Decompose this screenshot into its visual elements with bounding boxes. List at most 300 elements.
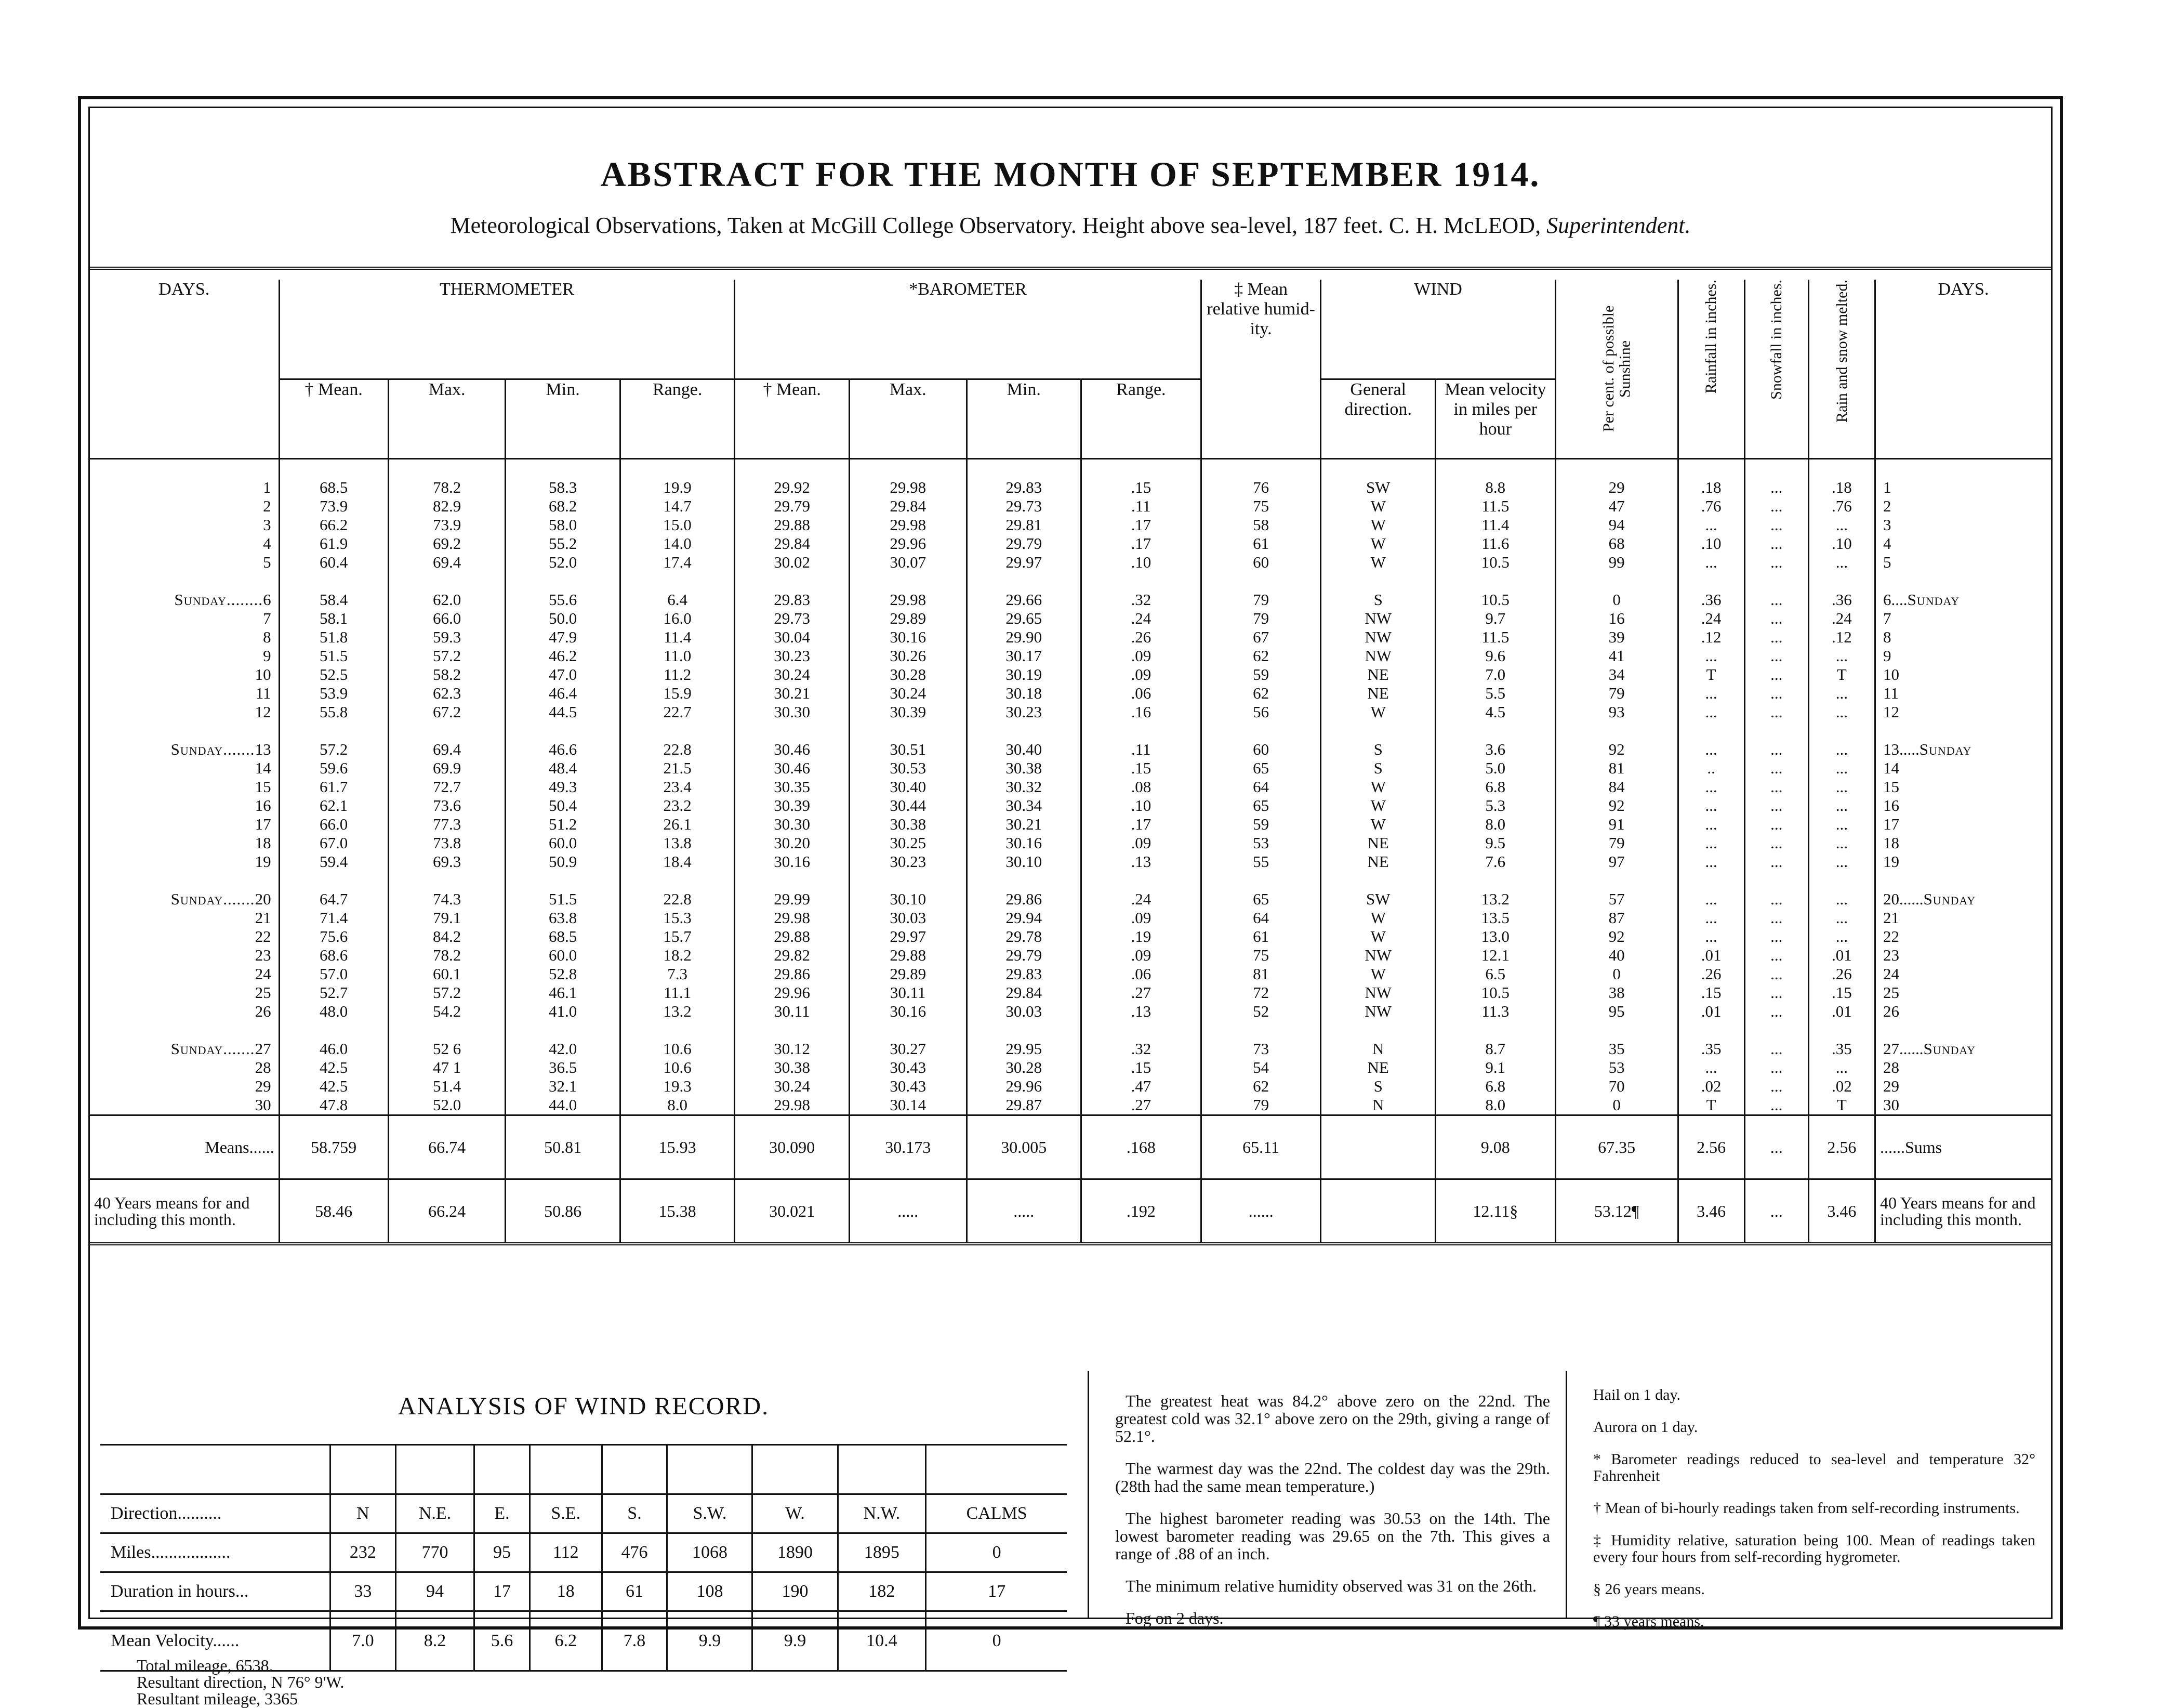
cell: 23.4 xyxy=(620,778,735,796)
wind-cell: 770 xyxy=(395,1533,474,1572)
rain-snow-header xyxy=(1808,280,1875,459)
wind-cell: 7.8 xyxy=(602,1611,667,1671)
cell: 29.78 xyxy=(967,927,1081,946)
cell: 30.03 xyxy=(849,909,967,927)
cell: 30.35 xyxy=(735,778,849,796)
cell: 56 xyxy=(1201,703,1321,721)
footnotes-column xyxy=(1566,1371,2051,1630)
day-right-cell xyxy=(1875,497,2051,516)
cell: ... xyxy=(1678,796,1744,815)
cell: .35 xyxy=(1808,1021,1875,1058)
cell: .08 xyxy=(1081,778,1201,796)
cell: .10 xyxy=(1081,553,1201,572)
cell: 59 xyxy=(1201,665,1321,684)
cell: .24 xyxy=(1081,609,1201,628)
cell: NE xyxy=(1321,834,1435,852)
cell: 30.24 xyxy=(849,684,967,703)
cell: 8.7 xyxy=(1435,1021,1555,1058)
bottom-section xyxy=(90,1371,2051,1708)
wind-cell: 5.6 xyxy=(474,1611,530,1671)
means-label: Means...... xyxy=(90,1115,279,1179)
cell: ... xyxy=(1808,647,1875,665)
cell: ... xyxy=(1808,516,1875,534)
cell: 30.23 xyxy=(849,852,967,871)
cell: 30.46 xyxy=(735,721,849,759)
cell: 13.0 xyxy=(1435,927,1555,946)
cell: 67.2 xyxy=(388,703,506,721)
cell: .76 xyxy=(1808,497,1875,516)
forty-year-cell: 53.12¶ xyxy=(1555,1179,1678,1244)
cell: 30.39 xyxy=(849,703,967,721)
forty-year-cell: 3.46 xyxy=(1808,1179,1875,1244)
day-cell xyxy=(90,703,279,721)
day-right-cell xyxy=(1875,628,2051,647)
day-number-right: 13..... xyxy=(1883,740,1920,758)
cell: 30.16 xyxy=(967,834,1081,852)
sunday-label-right: Sunday xyxy=(1923,890,1976,908)
cell: ... xyxy=(1678,871,1744,909)
day-right-cell xyxy=(1875,684,2051,703)
cell: 11.2 xyxy=(620,665,735,684)
cell: 42.5 xyxy=(279,1077,388,1096)
cell: 57.2 xyxy=(388,647,506,665)
day-cell xyxy=(90,778,279,796)
cell: ... xyxy=(1744,1096,1808,1115)
day-cell xyxy=(90,684,279,703)
forty-year-cell: .192 xyxy=(1081,1179,1201,1244)
cell: .12 xyxy=(1808,628,1875,647)
cell: 19.9 xyxy=(620,459,735,497)
day-number: 6 xyxy=(263,590,271,609)
cell: 48.4 xyxy=(506,759,620,778)
cell: 69.2 xyxy=(388,534,506,553)
cell: ... xyxy=(1744,647,1808,665)
table-row xyxy=(90,1058,2051,1077)
cell: ... xyxy=(1808,778,1875,796)
cell: W xyxy=(1321,703,1435,721)
cell: 30.10 xyxy=(967,852,1081,871)
cell: 68.2 xyxy=(506,497,620,516)
cell: .36 xyxy=(1808,572,1875,609)
wind-cell: N.E. xyxy=(395,1494,474,1533)
cell: W xyxy=(1321,927,1435,946)
day-number-right: 3 xyxy=(1883,516,1891,534)
day-number: 11 xyxy=(255,684,271,702)
cell: 10.6 xyxy=(620,1058,735,1077)
cell: .15 xyxy=(1678,983,1744,1002)
cell: 22.7 xyxy=(620,703,735,721)
day-right-cell xyxy=(1875,909,2051,927)
day-number: 12 xyxy=(255,703,271,721)
cell: 46.0 xyxy=(279,1021,388,1058)
wind-data-row xyxy=(100,1572,1067,1611)
day-cell xyxy=(90,815,279,834)
cell: 11.0 xyxy=(620,647,735,665)
cell: 30.10 xyxy=(849,871,967,909)
cell: ... xyxy=(1678,703,1744,721)
cell: 67 xyxy=(1201,628,1321,647)
cell: .17 xyxy=(1081,516,1201,534)
cell: 9.6 xyxy=(1435,647,1555,665)
wind-data-row xyxy=(100,1533,1067,1572)
day-number-right: 10 xyxy=(1883,665,1899,684)
cell: 29.66 xyxy=(967,572,1081,609)
wind-cell: 0 xyxy=(926,1611,1067,1671)
cell: 15.7 xyxy=(620,927,735,946)
cell: ... xyxy=(1808,703,1875,721)
wind-blank-cell xyxy=(926,1445,1067,1494)
cell: 10.5 xyxy=(1435,572,1555,609)
wind-cell: N.W. xyxy=(838,1494,926,1533)
cell: 29.73 xyxy=(967,497,1081,516)
cell: 11.6 xyxy=(1435,534,1555,553)
baro-min-header: Min. xyxy=(967,379,1081,459)
day-number-right: 21 xyxy=(1883,909,1899,927)
cell: 60.1 xyxy=(388,965,506,983)
cell: 93 xyxy=(1555,703,1678,721)
cell: 42.5 xyxy=(279,1058,388,1077)
day-cell xyxy=(90,628,279,647)
cell: 3.6 xyxy=(1435,721,1555,759)
sums-label: ......Sums xyxy=(1875,1115,2051,1179)
cell: 30.26 xyxy=(849,647,967,665)
cell: 30.40 xyxy=(849,778,967,796)
cell: 59.3 xyxy=(388,628,506,647)
cell: .18 xyxy=(1808,459,1875,497)
cell: 62 xyxy=(1201,1077,1321,1096)
cell: .06 xyxy=(1081,684,1201,703)
cell: ... xyxy=(1744,1002,1808,1021)
day-cell xyxy=(90,983,279,1002)
cell: .11 xyxy=(1081,497,1201,516)
cell: .09 xyxy=(1081,834,1201,852)
footnote: * Barometer readings reduced to sea-level and temperature 32° Fahrenheit xyxy=(1593,1451,2035,1484)
cell: .24 xyxy=(1808,609,1875,628)
cell: .26 xyxy=(1081,628,1201,647)
cell: .15 xyxy=(1081,1058,1201,1077)
wind-cell: 1068 xyxy=(667,1533,752,1572)
cell: 30.43 xyxy=(849,1077,967,1096)
cell: .09 xyxy=(1081,946,1201,965)
wind-cell: 33 xyxy=(330,1572,396,1611)
thermo-range-header: Range. xyxy=(620,379,735,459)
cell: 47.8 xyxy=(279,1096,388,1115)
wind-analysis-title: ANALYSIS OF WIND RECORD. xyxy=(398,1392,770,1420)
rainfall-header-text: Rainfall in inches. xyxy=(1702,280,1720,394)
cell: 30.21 xyxy=(967,815,1081,834)
wind-cell: 1895 xyxy=(838,1533,926,1572)
cell: 53.9 xyxy=(279,684,388,703)
cell: ... xyxy=(1808,852,1875,871)
cell: 59 xyxy=(1201,815,1321,834)
cell: ... xyxy=(1808,871,1875,909)
day-number-right: 6.... xyxy=(1883,590,1908,609)
cell: 8.8 xyxy=(1435,459,1555,497)
cell: 6.8 xyxy=(1435,1077,1555,1096)
day-cell xyxy=(90,909,279,927)
baro-range-header: Range. xyxy=(1081,379,1201,459)
cell: 40 xyxy=(1555,946,1678,965)
day-number-right: 19 xyxy=(1883,852,1899,871)
table-row xyxy=(90,834,2051,852)
cell: ... xyxy=(1678,778,1744,796)
sunshine-header xyxy=(1555,280,1678,459)
cell: 14.7 xyxy=(620,497,735,516)
cell: 30.38 xyxy=(735,1058,849,1077)
wind-cell: 182 xyxy=(838,1572,926,1611)
cell: 79 xyxy=(1201,572,1321,609)
wind-cell: 112 xyxy=(530,1533,602,1572)
cell: 78.2 xyxy=(388,946,506,965)
day-number: 2 xyxy=(263,497,271,515)
wind-direction-header: General direction. xyxy=(1321,379,1435,459)
cell: 30.19 xyxy=(967,665,1081,684)
cell: .47 xyxy=(1081,1077,1201,1096)
cell: 29.84 xyxy=(849,497,967,516)
day-cell xyxy=(90,721,279,759)
cell: 62.0 xyxy=(388,572,506,609)
forty-year-cell: 66.24 xyxy=(388,1179,506,1244)
cell: 97 xyxy=(1555,852,1678,871)
cell: 16 xyxy=(1555,609,1678,628)
cell: 11.5 xyxy=(1435,628,1555,647)
day-number: 29 xyxy=(255,1077,271,1095)
table-row xyxy=(90,516,2051,534)
cell: 23.2 xyxy=(620,796,735,815)
cell: ... xyxy=(1678,834,1744,852)
cell: 75.6 xyxy=(279,927,388,946)
cell: .24 xyxy=(1678,609,1744,628)
cell: 46.2 xyxy=(506,647,620,665)
cell: 34 xyxy=(1555,665,1678,684)
cell: NW xyxy=(1321,647,1435,665)
cell: 79 xyxy=(1555,684,1678,703)
forty-year-cell: 30.021 xyxy=(735,1179,849,1244)
cell: 67.0 xyxy=(279,834,388,852)
day-right-cell xyxy=(1875,871,2051,909)
day-number-right: 1 xyxy=(1883,478,1891,496)
day-right-cell xyxy=(1875,665,2051,684)
wind-velocity-header: Mean velocity in miles per hour xyxy=(1435,379,1555,459)
cell: .32 xyxy=(1081,1021,1201,1058)
cell: 30.40 xyxy=(967,721,1081,759)
day-number-right: 14 xyxy=(1883,759,1899,777)
table-row xyxy=(90,871,2051,909)
cell: ... xyxy=(1678,1058,1744,1077)
cell: 61.9 xyxy=(279,534,388,553)
cell: 95 xyxy=(1555,1002,1678,1021)
cell: 51.2 xyxy=(506,815,620,834)
cell: 68 xyxy=(1555,534,1678,553)
cell: 21.5 xyxy=(620,759,735,778)
cell: 29.86 xyxy=(735,965,849,983)
wind-row-label: Duration in hours... xyxy=(111,1582,249,1601)
day-cell xyxy=(90,965,279,983)
cell: 0 xyxy=(1555,572,1678,609)
cell: S xyxy=(1321,1077,1435,1096)
cell: 66.2 xyxy=(279,516,388,534)
cell: .27 xyxy=(1081,1096,1201,1115)
cell: 36.5 xyxy=(506,1058,620,1077)
cell: NW xyxy=(1321,946,1435,965)
cell: W xyxy=(1321,965,1435,983)
cell: 14.0 xyxy=(620,534,735,553)
cell: 29.73 xyxy=(735,609,849,628)
table-row xyxy=(90,534,2051,553)
cell: 58 xyxy=(1201,516,1321,534)
day-right-cell xyxy=(1875,553,2051,572)
table-row xyxy=(90,553,2051,572)
cell: 29.98 xyxy=(735,1096,849,1115)
cell: .13 xyxy=(1081,852,1201,871)
day-right-cell xyxy=(1875,946,2051,965)
cell: 51.8 xyxy=(279,628,388,647)
cell: W xyxy=(1321,778,1435,796)
cell: 57.2 xyxy=(388,983,506,1002)
cell: .10 xyxy=(1808,534,1875,553)
cell: 29.99 xyxy=(735,871,849,909)
cell: ... xyxy=(1744,516,1808,534)
day-number: 28 xyxy=(255,1058,271,1076)
cell: 10.6 xyxy=(620,1021,735,1058)
cell: 44.5 xyxy=(506,703,620,721)
day-right-cell xyxy=(1875,759,2051,778)
summary-rows xyxy=(90,1115,2051,1244)
day-number: 27 xyxy=(255,1040,271,1058)
footnote: § 26 years means. xyxy=(1593,1581,1705,1598)
cell: 30.16 xyxy=(849,1002,967,1021)
sunday-label: Sunday....... xyxy=(170,740,255,758)
cell: NE xyxy=(1321,852,1435,871)
day-number-right: 11 xyxy=(1883,684,1899,702)
table-row xyxy=(90,703,2051,721)
cell: 22.8 xyxy=(620,871,735,909)
wind-total-line: Resultant mileage, 3365 xyxy=(137,1689,298,1708)
page-title: ABSTRACT FOR THE MONTH OF SEPTEMBER 1914. xyxy=(600,154,1541,194)
cell: .24 xyxy=(1081,871,1201,909)
cell: 9.1 xyxy=(1435,1058,1555,1077)
day-right-cell xyxy=(1875,609,2051,628)
wind-direction-row xyxy=(100,1494,1067,1533)
day-right-cell xyxy=(1875,983,2051,1002)
cell: ... xyxy=(1744,946,1808,965)
wind-cell: E. xyxy=(474,1494,530,1533)
cell: 13.8 xyxy=(620,834,735,852)
page-subtitle xyxy=(90,212,2051,239)
day-number-right: 28 xyxy=(1883,1058,1899,1076)
cell: 65 xyxy=(1201,871,1321,909)
day-number-right: 23 xyxy=(1883,946,1899,964)
footnote: Aurora on 1 day. xyxy=(1593,1418,1698,1436)
forty-year-cell: 15.38 xyxy=(620,1179,735,1244)
cell: 35 xyxy=(1555,1021,1678,1058)
cell: 30.07 xyxy=(849,553,967,572)
cell: .01 xyxy=(1678,946,1744,965)
cell: SW xyxy=(1321,459,1435,497)
cell: 52 6 xyxy=(388,1021,506,1058)
cell: 30.34 xyxy=(967,796,1081,815)
cell: 42.0 xyxy=(506,1021,620,1058)
cell: 39 xyxy=(1555,628,1678,647)
cell: 18.4 xyxy=(620,852,735,871)
wind-cell: 232 xyxy=(330,1533,396,1572)
cell: ... xyxy=(1808,553,1875,572)
wind-cell: 7.0 xyxy=(330,1611,396,1671)
thermo-mean-header: † Mean. xyxy=(279,379,388,459)
cell: 18.2 xyxy=(620,946,735,965)
day-number: 18 xyxy=(255,834,271,852)
table-row xyxy=(90,1002,2051,1021)
day-right-cell xyxy=(1875,852,2051,871)
day-right-cell xyxy=(1875,815,2051,834)
day-cell xyxy=(90,946,279,965)
cell: 30.03 xyxy=(967,1002,1081,1021)
day-number: 19 xyxy=(255,852,271,871)
cell: 30.39 xyxy=(735,796,849,815)
wind-cell: W. xyxy=(752,1494,838,1533)
day-number-right: 22 xyxy=(1883,927,1899,945)
cell: 15.3 xyxy=(620,909,735,927)
cell: 10.5 xyxy=(1435,983,1555,1002)
wind-blank-cell xyxy=(530,1445,602,1494)
cell: 29.95 xyxy=(967,1021,1081,1058)
cell: ... xyxy=(1678,815,1744,834)
cell: 59.6 xyxy=(279,759,388,778)
day-right-cell xyxy=(1875,572,2051,609)
table-row xyxy=(90,759,2051,778)
day-number-right: 2 xyxy=(1883,497,1891,515)
thermo-min-header: Min. xyxy=(506,379,620,459)
cell: .26 xyxy=(1678,965,1744,983)
day-cell xyxy=(90,609,279,628)
cell: 29.84 xyxy=(735,534,849,553)
cell: 30.30 xyxy=(735,703,849,721)
cell: 30.25 xyxy=(849,834,967,852)
day-number-right: 24 xyxy=(1883,965,1899,983)
cell: 47.9 xyxy=(506,628,620,647)
cell: 73.6 xyxy=(388,796,506,815)
cell: 69.4 xyxy=(388,721,506,759)
cell: 30.04 xyxy=(735,628,849,647)
cell: 29.83 xyxy=(967,965,1081,983)
cell: 68.5 xyxy=(279,459,388,497)
cell: 11.1 xyxy=(620,983,735,1002)
table-row xyxy=(90,647,2051,665)
day-number-right: 29 xyxy=(1883,1077,1899,1095)
cell: S xyxy=(1321,721,1435,759)
cell: 79 xyxy=(1201,609,1321,628)
cell: 66.0 xyxy=(388,609,506,628)
cell: 5.3 xyxy=(1435,796,1555,815)
day-number: 17 xyxy=(255,815,271,833)
day-cell xyxy=(90,497,279,516)
wind-cell: 190 xyxy=(752,1572,838,1611)
cell: .09 xyxy=(1081,647,1201,665)
cell: 30.38 xyxy=(849,815,967,834)
note-paragraph: The greatest heat was 84.2° above zero on the 22nd. The greatest cold was 32.1° above zero on the 29th, giving a range of 52.1°. xyxy=(1115,1391,1550,1446)
wind-cell: 17 xyxy=(474,1572,530,1611)
cell: 11.4 xyxy=(1435,516,1555,534)
cell: 13.2 xyxy=(620,1002,735,1021)
wind-blank-cell xyxy=(395,1445,474,1494)
cell: 79 xyxy=(1555,834,1678,852)
table-row xyxy=(90,721,2051,759)
cell: 41.0 xyxy=(506,1002,620,1021)
days-right-header: DAYS. xyxy=(1875,280,2051,459)
cell: 61.7 xyxy=(279,778,388,796)
cell: 29.89 xyxy=(849,965,967,983)
day-cell xyxy=(90,553,279,572)
